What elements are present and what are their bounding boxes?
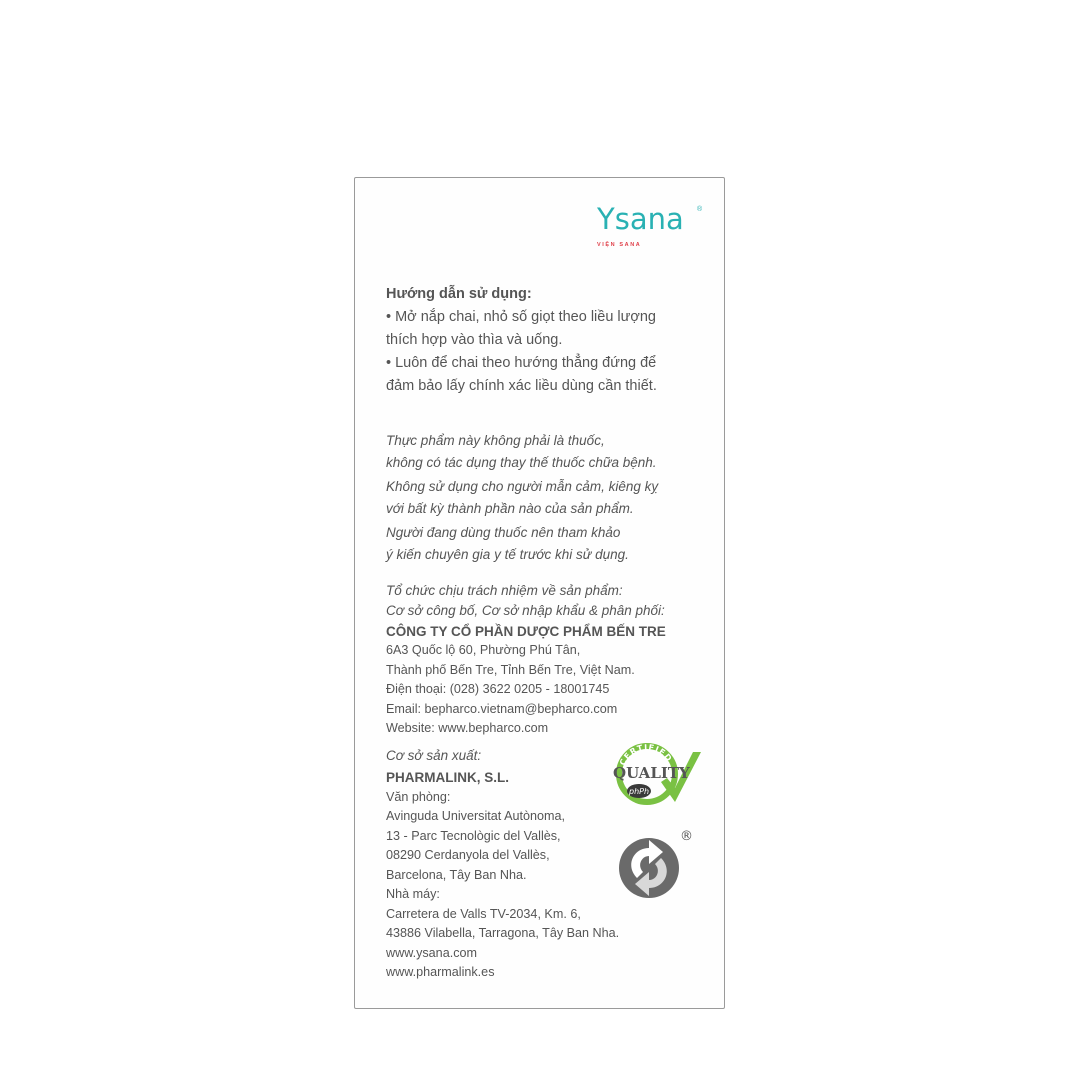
manufacturer-detail: 43886 Vilabella, Tarragona, Tây Ban Nha. xyxy=(386,926,620,940)
recycle-icon xyxy=(617,830,699,900)
brand-name: Ysana xyxy=(597,202,684,236)
company-email: Email: bepharco.vietnam@bepharco.com xyxy=(386,702,618,716)
badge-phph-text: phPh xyxy=(629,787,650,796)
manufacturer-website: www.pharmalink.es xyxy=(386,965,495,979)
manufacturer-detail: 08290 Cerdanyola del Vallès, xyxy=(386,848,550,862)
responsible-heading: Cơ sở công bố, Cơ sở nhập khẩu & phân phối: xyxy=(386,603,665,618)
ysana-logo xyxy=(597,202,707,252)
brand-tagline: VIỆN SANA xyxy=(597,242,642,248)
warning-line: Thực phẩm này không phải là thuốc, xyxy=(386,433,605,448)
warning-line: Không sử dụng cho người mẫn cảm, kiêng kỵ xyxy=(386,479,659,494)
manufacturer-detail: Nhà máy: xyxy=(386,887,440,901)
usage-title: Hướng dẫn sử dụng: xyxy=(386,286,532,302)
company-detail: Thành phố Bến Tre, Tỉnh Bến Tre, Việt Nam. xyxy=(386,663,635,677)
responsible-heading: Tổ chức chịu trách nhiệm về sản phẩm: xyxy=(386,583,623,598)
manufacturer-detail: Barcelona, Tây Ban Nha. xyxy=(386,868,527,882)
warning-line: ý kiến chuyên gia y tế trước khi sử dụng. xyxy=(386,547,629,562)
warning-line: với bất kỳ thành phần nào của sản phẩm. xyxy=(386,501,634,516)
badge-quality-text: QUALITY xyxy=(613,764,690,782)
manufacturer-detail: Carretera de Valls TV-2034, Km. 6, xyxy=(386,907,581,921)
company-name: CÔNG TY CỔ PHẦN DƯỢC PHẨM BẾN TRE xyxy=(386,624,666,639)
manufacturer-detail: Avinguda Universitat Autònoma, xyxy=(386,809,565,823)
certified-quality-badge xyxy=(609,738,705,814)
usage-line: • Mở nắp chai, nhỏ số giọt theo liều lượng xyxy=(386,309,656,325)
warning-line: Người đang dùng thuốc nên tham khảo xyxy=(386,525,621,540)
badge-certified-text: CERTIFIED xyxy=(617,742,674,767)
usage-line: • Luôn để chai theo hướng thẳng đứng để xyxy=(386,355,657,371)
usage-line: đảm bảo lấy chính xác liều dùng cần thiết. xyxy=(386,378,657,394)
manufacturer-detail: Văn phòng: xyxy=(386,790,451,804)
company-website: Website: www.bepharco.com xyxy=(386,721,549,735)
recycle-registered-mark: ® xyxy=(680,830,693,844)
recycling-symbol-badge xyxy=(617,830,699,900)
usage-line: thích hợp vào thìa và uống. xyxy=(386,332,563,348)
warning-line: không có tác dụng thay thế thuốc chữa bệnh. xyxy=(386,455,657,470)
company-phone: Điện thoại: (028) 3622 0205 - 18001745 xyxy=(386,682,610,696)
manufacturer-heading: Cơ sở sản xuất: xyxy=(386,748,482,763)
manufacturer-detail: 13 - Parc Tecnològic del Vallès, xyxy=(386,829,561,843)
product-label-card xyxy=(354,177,725,1009)
brand-registered-mark: ® xyxy=(697,206,703,213)
certified-quality-icon xyxy=(609,738,705,814)
manufacturer-name: PHARMALINK, S.L. xyxy=(386,770,509,785)
company-detail: 6A3 Quốc lộ 60, Phường Phú Tân, xyxy=(386,643,581,657)
manufacturer-website: www.ysana.com xyxy=(386,946,477,960)
